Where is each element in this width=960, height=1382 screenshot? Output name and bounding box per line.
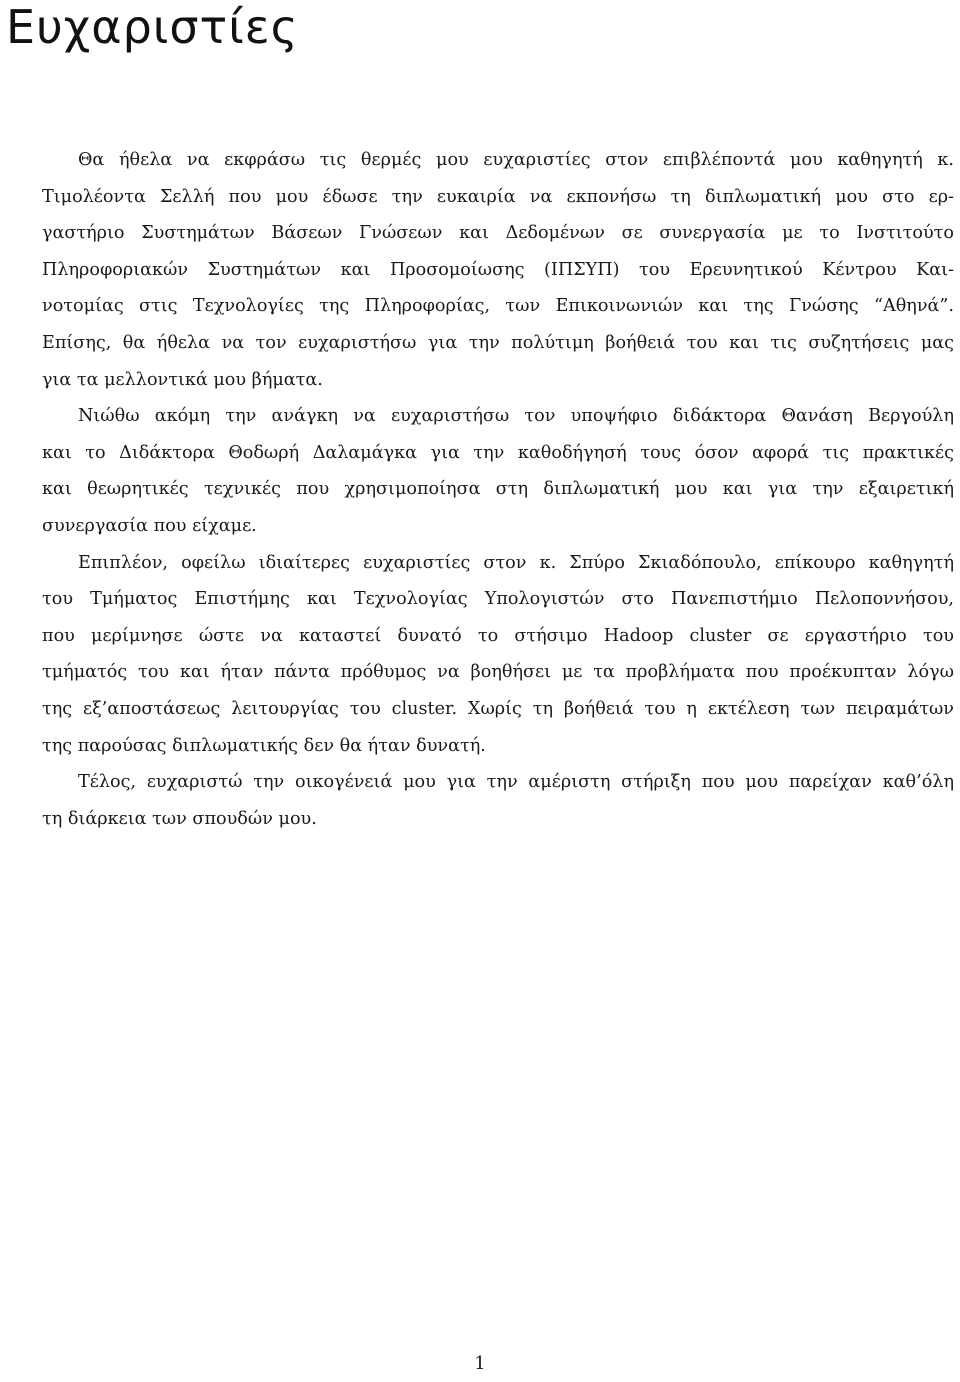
acknowledgements-body xyxy=(6,142,954,837)
text-line: της εξ’αποστάσεως λειτουργίας του cluster. Χωρίς τη βοήθειά του η εκτέλεση των πειραμάτων xyxy=(42,698,954,719)
text-line: της παρούσας διπλωματικής δεν θα ήταν δυνατή. xyxy=(42,735,486,756)
text-line: συνεργασία που είχαμε. xyxy=(42,515,257,536)
text-line: για τα μελλοντικά μου βήματα. xyxy=(42,369,323,390)
page-title: Ευχαριστίες xyxy=(6,0,299,54)
text-line: γαστήριο Συστημάτων Βάσεων Γνώσεων και Δεδομένων σε συνεργασία με το Ινστιτούτο xyxy=(42,223,954,244)
paragraph xyxy=(6,545,954,765)
paragraph xyxy=(6,142,954,398)
text-line: Επιπλέον, οφείλω ιδιαίτερες ευχαριστίες στον κ. Σπύρο Σκιαδόπουλο, επίκουρο καθηγητή xyxy=(78,552,954,573)
text-line: τμήματός του και ήταν πάντα πρόθυμος να βοηθήσει με τα προβλήματα που προέκυπταν λόγω xyxy=(42,662,954,683)
paragraph xyxy=(6,764,954,837)
text-line: Θα ήθελα να εκφράσω τις θερμές μου ευχαριστίες στον επιβλέποντά μου καθηγητή κ. xyxy=(78,150,954,170)
paragraph xyxy=(6,398,954,544)
text-line: Πληροφοριακών Συστημάτων και Προσομοίωσης (ΙΠΣΥΠ) του Ερευνητικού Κέντρου Και- xyxy=(42,259,954,280)
text-line: Τιμολέοντα Σελλή που μου έδωσε την ευκαιρία να εκπονήσω τη διπλωματική μου στο ερ- xyxy=(42,186,954,207)
page-number: 1 xyxy=(474,1353,486,1374)
text-line: Επίσης, θα ήθελα να τον ευχαριστήσω για την πολύτιμη βοήθειά του και τις συζητήσεις μας xyxy=(42,332,954,353)
text-line: νοτομίας στις Τεχνολογίες της Πληροφορίας, των Επικοινωνιών και της Γνώσης “Αθηνά”. xyxy=(42,296,954,317)
text-line: του Τμήματος Επιστήμης και Τεχνολογίας Υπολογιστών στο Πανεπιστήμιο Πελοποννήσου, xyxy=(42,589,954,610)
text-line: και θεωρητικές τεχνικές που χρησιμοποίησα στη διπλωματική μου και για την εξαιρετική xyxy=(42,479,954,500)
text-line: που μερίμνησε ώστε να καταστεί δυνατό το στήσιμο Hadoop cluster σε εργαστήριο του xyxy=(42,625,954,646)
text-line: Τέλος, ευχαριστώ την οικογένειά μου για την αμέριστη στήριξη που μου παρείχαν καθ’όλη xyxy=(78,772,954,793)
text-line: και το Διδάκτορα Θοδωρή Δαλαμάγκα για την καθοδήγησή τους όσον αφορά τις πρακτικές xyxy=(42,442,954,463)
text-line: Νιώθω ακόμη την ανάγκη να ευχαριστήσω τον υποψήφιο διδάκτορα Θανάση Βεργούλη xyxy=(78,406,954,427)
text-line: τη διάρκεια των σπουδών μου. xyxy=(42,808,317,829)
